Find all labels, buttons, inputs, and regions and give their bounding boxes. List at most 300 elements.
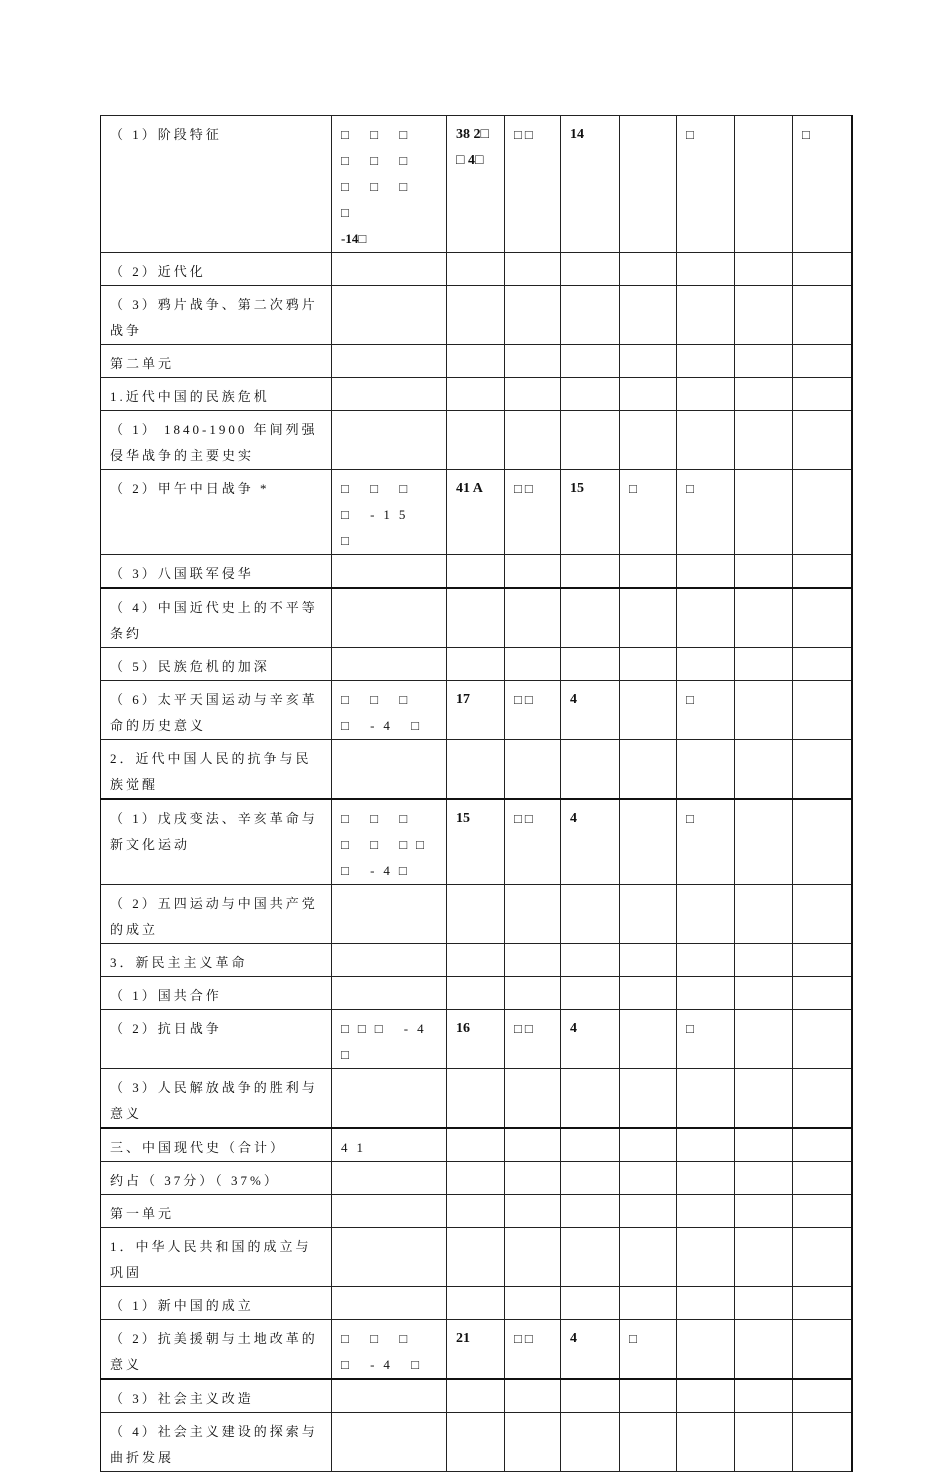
table-cell bbox=[101, 253, 332, 286]
table-cell bbox=[505, 1413, 561, 1472]
table-cell bbox=[561, 253, 620, 286]
table-cell bbox=[561, 378, 620, 411]
table-cell bbox=[447, 470, 505, 555]
table-cell bbox=[505, 1128, 561, 1162]
table-cell bbox=[735, 1320, 793, 1380]
table-row bbox=[101, 1195, 852, 1228]
table-cell bbox=[101, 1162, 332, 1195]
table-cell bbox=[505, 1069, 561, 1129]
table-cell bbox=[735, 885, 793, 944]
table-cell bbox=[101, 1010, 332, 1069]
table-cell bbox=[561, 681, 620, 740]
table-cell bbox=[735, 555, 793, 589]
table-cell bbox=[561, 470, 620, 555]
table-cell bbox=[447, 1128, 505, 1162]
table-cell bbox=[735, 411, 793, 470]
table-cell bbox=[101, 885, 332, 944]
table-cell bbox=[447, 1287, 505, 1320]
table-cell bbox=[620, 1069, 677, 1129]
table-cell bbox=[332, 977, 447, 1010]
cell-text-extra: -14□ bbox=[341, 231, 367, 246]
table-cell bbox=[505, 116, 561, 253]
table-cell bbox=[101, 470, 332, 555]
table-cell bbox=[561, 1320, 620, 1380]
table-cell bbox=[677, 740, 735, 800]
cell-text: □□ bbox=[514, 692, 536, 707]
exam-spec-table-sheet bbox=[100, 115, 851, 1465]
table-cell bbox=[447, 588, 505, 648]
table-cell bbox=[793, 345, 852, 378]
table-row bbox=[101, 1413, 852, 1472]
cell-text: （ 2）近代化 bbox=[110, 264, 206, 279]
table-cell bbox=[735, 1287, 793, 1320]
cell-text: 41 bbox=[341, 1140, 372, 1155]
table-row bbox=[101, 470, 852, 555]
table-cell bbox=[735, 977, 793, 1010]
table-cell bbox=[332, 1320, 447, 1380]
table-cell bbox=[620, 1010, 677, 1069]
table-cell bbox=[793, 1320, 852, 1380]
table-cell bbox=[735, 345, 793, 378]
table-cell bbox=[620, 1128, 677, 1162]
table-cell bbox=[561, 1413, 620, 1472]
table-cell bbox=[505, 555, 561, 589]
table-cell bbox=[677, 470, 735, 555]
cell-text: （ 3）八国联军侵华 bbox=[110, 566, 254, 581]
table-cell bbox=[101, 1228, 332, 1287]
table-cell bbox=[332, 648, 447, 681]
table-cell bbox=[793, 977, 852, 1010]
table-cell bbox=[620, 470, 677, 555]
table-cell bbox=[620, 555, 677, 589]
table-cell bbox=[677, 1010, 735, 1069]
cell-text: □ □ □ □ -15 □ bbox=[341, 481, 417, 548]
table-cell bbox=[447, 378, 505, 411]
table-cell bbox=[677, 378, 735, 411]
cell-text: □ bbox=[686, 1021, 697, 1036]
table-cell bbox=[101, 740, 332, 800]
table-cell bbox=[332, 588, 447, 648]
table-cell bbox=[677, 411, 735, 470]
table-cell bbox=[447, 681, 505, 740]
cell-text: （ 1）国共合作 bbox=[110, 988, 222, 1003]
table-cell bbox=[332, 253, 447, 286]
table-row bbox=[101, 885, 852, 944]
table-cell bbox=[735, 1379, 793, 1413]
table-cell bbox=[620, 1195, 677, 1228]
table-cell bbox=[561, 1010, 620, 1069]
table-cell bbox=[505, 1320, 561, 1380]
table-cell bbox=[793, 1162, 852, 1195]
table-cell bbox=[561, 1069, 620, 1129]
table-cell bbox=[447, 1010, 505, 1069]
table-cell bbox=[793, 740, 852, 800]
table-cell bbox=[620, 885, 677, 944]
table-cell bbox=[620, 1379, 677, 1413]
cell-text: □ bbox=[686, 481, 697, 496]
table-cell bbox=[735, 681, 793, 740]
table-cell bbox=[677, 648, 735, 681]
table-cell bbox=[332, 799, 447, 885]
table-cell bbox=[332, 378, 447, 411]
table-cell bbox=[561, 286, 620, 345]
table-cell bbox=[793, 1128, 852, 1162]
table-cell bbox=[332, 411, 447, 470]
cell-text: □ bbox=[686, 127, 697, 142]
cell-text: □ □ □ □ □ □ □ □ □ □ bbox=[341, 127, 417, 220]
table-cell bbox=[620, 345, 677, 378]
table-cell bbox=[505, 411, 561, 470]
cell-text: 第二单元 bbox=[110, 356, 175, 371]
table-cell bbox=[561, 116, 620, 253]
table-cell bbox=[447, 253, 505, 286]
cell-text: □ bbox=[629, 1331, 640, 1346]
cell-text: 15 bbox=[570, 481, 584, 496]
table-cell bbox=[505, 378, 561, 411]
table-cell bbox=[332, 681, 447, 740]
table-cell bbox=[735, 1228, 793, 1287]
table-cell bbox=[793, 588, 852, 648]
table-cell bbox=[735, 740, 793, 800]
table-row bbox=[101, 1162, 852, 1195]
table-cell bbox=[620, 588, 677, 648]
table-cell bbox=[620, 286, 677, 345]
table-cell bbox=[101, 1379, 332, 1413]
table-cell bbox=[447, 1195, 505, 1228]
table-cell bbox=[561, 345, 620, 378]
cell-text: 4 bbox=[570, 1331, 577, 1346]
cell-text: □ bbox=[686, 692, 697, 707]
cell-text: □□ bbox=[514, 1021, 536, 1036]
table-cell bbox=[620, 1287, 677, 1320]
table-cell bbox=[793, 648, 852, 681]
cell-text: 41 A bbox=[456, 481, 483, 496]
table-cell bbox=[505, 253, 561, 286]
cell-text: （ 2）抗美援朝与土地改革的意义 bbox=[110, 1331, 318, 1372]
table-cell bbox=[677, 1162, 735, 1195]
cell-text: □□ bbox=[514, 481, 536, 496]
table-row bbox=[101, 286, 852, 345]
table-cell bbox=[561, 555, 620, 589]
table-cell bbox=[101, 681, 332, 740]
table-cell bbox=[505, 1379, 561, 1413]
table-cell bbox=[447, 648, 505, 681]
cell-text: （ 1） 1840-1900 年间列强侵华战争的主要史实 bbox=[110, 422, 318, 463]
table-cell bbox=[332, 286, 447, 345]
table-cell bbox=[505, 944, 561, 977]
cell-text: （ 3）人民解放战争的胜利与意义 bbox=[110, 1080, 318, 1121]
cell-text: 15 bbox=[456, 811, 470, 826]
table-cell bbox=[447, 1379, 505, 1413]
table-row bbox=[101, 944, 852, 977]
cell-text: 4 bbox=[570, 692, 577, 707]
table-cell bbox=[793, 944, 852, 977]
table-cell bbox=[561, 411, 620, 470]
cell-text: （ 2）五四运动与中国共产党的成立 bbox=[110, 896, 318, 937]
table-cell bbox=[793, 555, 852, 589]
table-cell bbox=[677, 1320, 735, 1380]
table-row bbox=[101, 588, 852, 648]
table-cell bbox=[677, 1379, 735, 1413]
table-cell bbox=[620, 1413, 677, 1472]
table-cell bbox=[447, 286, 505, 345]
table-cell bbox=[735, 1195, 793, 1228]
cell-text: 17 bbox=[456, 692, 470, 707]
table-cell bbox=[561, 799, 620, 885]
table-cell bbox=[101, 588, 332, 648]
table-cell bbox=[332, 1228, 447, 1287]
table-cell bbox=[505, 470, 561, 555]
cell-text: 2．近代中国人民的抗争与民族觉醒 bbox=[110, 751, 312, 792]
table-cell bbox=[101, 1413, 332, 1472]
table-cell bbox=[101, 977, 332, 1010]
table-cell bbox=[735, 588, 793, 648]
table-cell bbox=[620, 944, 677, 977]
table-cell bbox=[332, 555, 447, 589]
cell-text: 21 bbox=[456, 1331, 470, 1346]
table-cell bbox=[447, 411, 505, 470]
table-cell bbox=[620, 411, 677, 470]
table-cell bbox=[505, 1195, 561, 1228]
table-cell bbox=[447, 885, 505, 944]
table-cell bbox=[101, 1287, 332, 1320]
table-cell bbox=[620, 681, 677, 740]
table-cell bbox=[677, 116, 735, 253]
cell-text: 14 bbox=[570, 127, 584, 142]
table-cell bbox=[620, 1320, 677, 1380]
table-row bbox=[101, 1069, 852, 1129]
table-cell bbox=[332, 345, 447, 378]
table-cell bbox=[447, 944, 505, 977]
table-cell bbox=[793, 286, 852, 345]
table-row bbox=[101, 555, 852, 589]
table-cell bbox=[561, 1128, 620, 1162]
table-cell bbox=[793, 799, 852, 885]
table-cell bbox=[101, 799, 332, 885]
table-cell bbox=[332, 740, 447, 800]
table-cell bbox=[793, 681, 852, 740]
table-cell bbox=[620, 977, 677, 1010]
table-cell bbox=[677, 286, 735, 345]
table-cell bbox=[793, 1228, 852, 1287]
table-cell bbox=[735, 378, 793, 411]
cell-text: □ □ □ □ -4 □ bbox=[341, 1331, 429, 1372]
table-cell bbox=[447, 1069, 505, 1129]
table-row bbox=[101, 345, 852, 378]
table-cell bbox=[620, 1228, 677, 1287]
table-cell bbox=[793, 253, 852, 286]
table-cell bbox=[101, 411, 332, 470]
table-cell bbox=[793, 1413, 852, 1472]
cell-text: 约占（ 37分）（ 37%） bbox=[110, 1173, 280, 1188]
table-cell bbox=[505, 648, 561, 681]
cell-text: 1.近代中国的民族危机 bbox=[110, 389, 270, 404]
table-cell bbox=[620, 253, 677, 286]
table-cell bbox=[677, 1069, 735, 1129]
table-cell bbox=[735, 648, 793, 681]
table-cell bbox=[101, 286, 332, 345]
table-row bbox=[101, 253, 852, 286]
table-cell bbox=[101, 1128, 332, 1162]
table-cell bbox=[505, 1010, 561, 1069]
cell-text: （ 3）鸦片战争、第二次鸦片战争 bbox=[110, 297, 318, 338]
table-row bbox=[101, 740, 852, 800]
cell-text: □□ bbox=[514, 1331, 536, 1346]
cell-text: 4 bbox=[570, 811, 577, 826]
table-row bbox=[101, 1228, 852, 1287]
cell-text: □□□ -4□ bbox=[341, 1021, 433, 1062]
table-cell bbox=[561, 1287, 620, 1320]
table-cell bbox=[447, 799, 505, 885]
table-cell bbox=[735, 286, 793, 345]
table-cell bbox=[677, 1287, 735, 1320]
table-cell bbox=[505, 885, 561, 944]
table-row bbox=[101, 378, 852, 411]
cell-text: 第一单元 bbox=[110, 1206, 175, 1221]
table-cell bbox=[447, 345, 505, 378]
table-cell bbox=[793, 1195, 852, 1228]
table-cell bbox=[561, 1162, 620, 1195]
cell-text: □ bbox=[629, 481, 640, 496]
table-cell bbox=[101, 116, 332, 253]
table-cell bbox=[561, 977, 620, 1010]
table-row bbox=[101, 1287, 852, 1320]
table-cell bbox=[447, 1320, 505, 1380]
table-cell bbox=[620, 648, 677, 681]
table-cell bbox=[677, 1195, 735, 1228]
cell-text: （ 6）太平天国运动与辛亥革命的历史意义 bbox=[110, 692, 318, 733]
table-cell bbox=[447, 977, 505, 1010]
table-row bbox=[101, 681, 852, 740]
table-cell bbox=[793, 470, 852, 555]
table-cell bbox=[561, 588, 620, 648]
cell-text: （ 1）戊戌变法、辛亥革命与新文化运动 bbox=[110, 811, 318, 852]
table-cell bbox=[505, 588, 561, 648]
table-cell bbox=[677, 885, 735, 944]
table-cell bbox=[332, 116, 447, 253]
table-cell bbox=[505, 1287, 561, 1320]
table-cell bbox=[447, 555, 505, 589]
table-cell bbox=[505, 740, 561, 800]
cell-text: □ □ □ □ -4 □ bbox=[341, 692, 429, 733]
cell-text: 4 bbox=[570, 1021, 577, 1036]
table-cell bbox=[332, 1010, 447, 1069]
table-cell bbox=[793, 1379, 852, 1413]
table-cell bbox=[793, 411, 852, 470]
table-cell bbox=[735, 944, 793, 977]
table-cell bbox=[677, 681, 735, 740]
table-cell bbox=[101, 555, 332, 589]
table-row bbox=[101, 411, 852, 470]
table-cell bbox=[561, 740, 620, 800]
table-cell bbox=[505, 681, 561, 740]
table-cell bbox=[677, 977, 735, 1010]
table-cell bbox=[735, 1069, 793, 1129]
cell-text: □ bbox=[686, 811, 697, 826]
table-cell bbox=[561, 1379, 620, 1413]
table-cell bbox=[735, 116, 793, 253]
table-row bbox=[101, 648, 852, 681]
table-cell bbox=[505, 1228, 561, 1287]
exam-spec-table bbox=[100, 115, 853, 1472]
table-cell bbox=[735, 1128, 793, 1162]
table-cell bbox=[332, 1287, 447, 1320]
table-cell bbox=[793, 1287, 852, 1320]
table-cell bbox=[332, 470, 447, 555]
table-cell bbox=[735, 470, 793, 555]
table-cell bbox=[677, 253, 735, 286]
table-cell bbox=[735, 799, 793, 885]
cell-text: 3．新民主主义革命 bbox=[110, 955, 248, 970]
table-cell bbox=[332, 1069, 447, 1129]
table-cell bbox=[561, 885, 620, 944]
cell-text: （ 4）中国近代史上的不平等条约 bbox=[110, 600, 318, 641]
table-cell bbox=[101, 648, 332, 681]
table-cell bbox=[620, 1162, 677, 1195]
table-cell bbox=[735, 1010, 793, 1069]
table-cell bbox=[101, 345, 332, 378]
table-cell bbox=[735, 1162, 793, 1195]
table-cell bbox=[447, 1162, 505, 1195]
cell-text: （ 1）新中国的成立 bbox=[110, 1298, 254, 1313]
cell-text: （ 3）社会主义改造 bbox=[110, 1391, 254, 1406]
table-cell bbox=[332, 885, 447, 944]
cell-text: 38 2□ □ 4□ bbox=[456, 127, 489, 168]
table-cell bbox=[505, 799, 561, 885]
cell-text: （ 5）民族危机的加深 bbox=[110, 659, 270, 674]
table-cell bbox=[561, 1195, 620, 1228]
table-cell bbox=[505, 345, 561, 378]
table-cell bbox=[620, 378, 677, 411]
table-cell bbox=[332, 944, 447, 977]
table-cell bbox=[332, 1413, 447, 1472]
table-cell bbox=[332, 1195, 447, 1228]
cell-text: （ 1）阶段特征 bbox=[110, 127, 222, 142]
cell-text: □□ bbox=[514, 811, 536, 826]
table-cell bbox=[620, 116, 677, 253]
table-cell bbox=[793, 885, 852, 944]
table-row bbox=[101, 1128, 852, 1162]
cell-text: □ bbox=[802, 127, 813, 142]
table-cell bbox=[101, 1320, 332, 1380]
table-cell bbox=[505, 286, 561, 345]
table-cell bbox=[677, 799, 735, 885]
table-cell bbox=[561, 1228, 620, 1287]
table-cell bbox=[677, 345, 735, 378]
cell-text: □□ bbox=[514, 127, 536, 142]
table-cell bbox=[101, 944, 332, 977]
cell-text: 三、中国现代史（合计） bbox=[110, 1140, 287, 1155]
table-cell bbox=[677, 1128, 735, 1162]
table-cell bbox=[677, 588, 735, 648]
table-cell bbox=[793, 116, 852, 253]
table-cell bbox=[447, 740, 505, 800]
table-cell bbox=[332, 1162, 447, 1195]
table-cell bbox=[447, 116, 505, 253]
table-cell bbox=[620, 799, 677, 885]
table-cell bbox=[620, 740, 677, 800]
cell-text: （ 2）抗日战争 bbox=[110, 1021, 222, 1036]
table-cell bbox=[561, 944, 620, 977]
cell-text: （ 4）社会主义建设的探索与曲折发展 bbox=[110, 1424, 318, 1465]
cell-text: □ □ □ □ □ □□□ -4□ bbox=[341, 811, 433, 878]
table-row bbox=[101, 1320, 852, 1380]
table-row bbox=[101, 116, 852, 253]
table-cell bbox=[505, 1162, 561, 1195]
table-cell bbox=[793, 378, 852, 411]
table-cell bbox=[677, 555, 735, 589]
table-cell bbox=[677, 1228, 735, 1287]
